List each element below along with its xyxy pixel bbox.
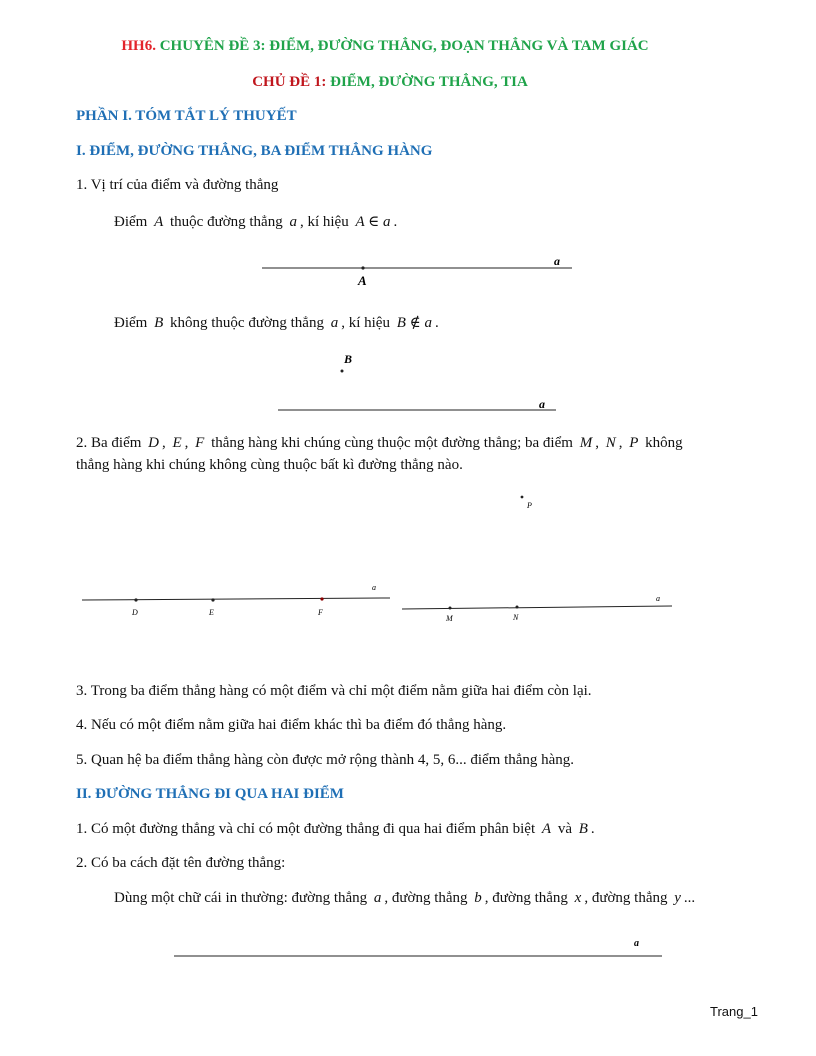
notation: B ∉ a	[396, 315, 432, 331]
point-var: P	[629, 435, 639, 451]
text: , đường thẳng	[484, 890, 568, 906]
figure-noncollinear-points	[402, 496, 672, 623]
text: , đường thẳng	[584, 890, 668, 906]
point-var: M	[579, 435, 593, 451]
text: , kí hiệu	[341, 315, 390, 331]
text: Dùng một chữ cái in thường: đường thẳng	[114, 890, 368, 906]
section2-heading: II. ĐƯỜNG THẲNG ĐI QUA HAI ĐIỂM	[76, 786, 344, 802]
text: 1. Có một đường thẳng và chỉ có một đường thẳng đi qua hai điểm phân biệt	[76, 821, 536, 837]
line-a-label: a	[554, 254, 560, 268]
text: .	[590, 821, 595, 837]
section2-item2: 2. Có ba cách đặt tên đường thẳng:	[76, 855, 286, 871]
section1-item1: 1. Vị trí của điểm và đường thẳng	[76, 177, 279, 193]
line-var: x	[574, 890, 582, 906]
point-n-label: N	[513, 613, 519, 622]
figure-line-naming	[174, 938, 662, 956]
figure-point-on-line	[262, 254, 572, 288]
line-a-label: a	[656, 594, 660, 603]
point-var: A	[541, 821, 552, 837]
point-p-label: P	[527, 501, 532, 510]
topic-label: CHỦ ĐỀ 1:	[252, 74, 327, 90]
point-b-dot	[341, 370, 344, 373]
point-d-dot	[134, 598, 137, 601]
point-n-dot	[516, 606, 519, 609]
text: thuộc đường thẳng	[170, 214, 283, 230]
part1-heading: PHẦN I. TÓM TẮT LÝ THUYẾT	[76, 108, 297, 124]
point-p-dot	[521, 496, 524, 499]
text: , đường thẳng	[384, 890, 468, 906]
point-d-label: D	[132, 608, 138, 617]
title-text: CHUYÊN ĐỀ 3: ĐIỂM, ĐƯỜNG THẲNG, ĐOẠN THẲNG VÀ TAM GIÁC	[159, 38, 649, 54]
point-a-label: A	[358, 273, 367, 288]
line-a-label: a	[372, 583, 376, 592]
section1-item2-line2: thẳng hàng khi chúng không cùng thuộc bất kì đường thẳng nào.	[76, 457, 463, 473]
notation: A ∈ a	[355, 214, 391, 230]
section1-item3: 3. Trong ba điểm thẳng hàng có một điểm và chỉ một điểm nằm giữa hai điểm còn lại.	[76, 683, 592, 699]
point-var: F	[195, 435, 205, 451]
section1-heading: I. ĐIỂM, ĐƯỜNG THẲNG, BA ĐIỂM THẲNG HÀNG	[76, 143, 433, 159]
point-var: D	[148, 435, 159, 451]
section1-item4: 4. Nếu có một điểm nằm giữa hai điểm khác thì ba điểm đó thẳng hàng.	[76, 717, 507, 733]
line-var: a	[373, 890, 382, 906]
page-number: Trang_1	[710, 1004, 758, 1019]
text: không	[645, 435, 683, 451]
text: Điểm	[114, 315, 148, 331]
text: không thuộc đường thẳng	[170, 315, 324, 331]
point-var: B	[154, 315, 164, 331]
point-var: E	[172, 435, 182, 451]
text: .	[393, 214, 398, 230]
point-var: B	[578, 821, 588, 837]
figure-point-off-line	[278, 352, 556, 411]
line-a	[82, 598, 390, 600]
line-var: y	[674, 890, 681, 906]
point-f-dot	[320, 597, 323, 600]
text: thẳng hàng khi chúng cùng thuộc một đường thẳng; ba điểm	[211, 435, 573, 451]
text: , kí hiệu	[299, 214, 349, 230]
point-var: A	[154, 214, 164, 230]
line-a-label: a	[539, 397, 545, 411]
text: 2. Ba điểm	[76, 435, 142, 451]
point-e-label: E	[209, 608, 214, 617]
text: và	[557, 821, 572, 837]
line-var: b	[474, 890, 482, 906]
line-a-label: a	[634, 938, 639, 949]
text: ...	[683, 890, 696, 906]
text: Điểm	[114, 214, 148, 230]
topic-text: ĐIỂM, ĐƯỜNG THẲNG, TIA	[330, 74, 528, 90]
title-code: HH6.	[121, 38, 156, 54]
line-var: a	[330, 315, 339, 331]
section1-item2-line1: 2. Ba điểm D , E , F thẳng hàng khi chúng cùng thuộc một đường thẳng; ba điểm M , N , P không	[76, 435, 683, 451]
point-e-dot	[211, 598, 214, 601]
line-a	[402, 606, 672, 609]
point-b-label: B	[344, 352, 353, 366]
point-f-label: F	[318, 608, 323, 617]
line-var: a	[289, 214, 297, 230]
section1-item5: 5. Quan hệ ba điểm thẳng hàng còn được mở rộng thành 4, 5, 6... điểm thẳng hàng.	[76, 752, 575, 768]
point-m-label: M	[446, 614, 453, 623]
point-m-dot	[449, 607, 452, 610]
point-a-dot	[361, 266, 364, 269]
point-var: N	[605, 435, 616, 451]
figure-collinear-points	[82, 583, 390, 617]
text: .	[435, 315, 439, 331]
